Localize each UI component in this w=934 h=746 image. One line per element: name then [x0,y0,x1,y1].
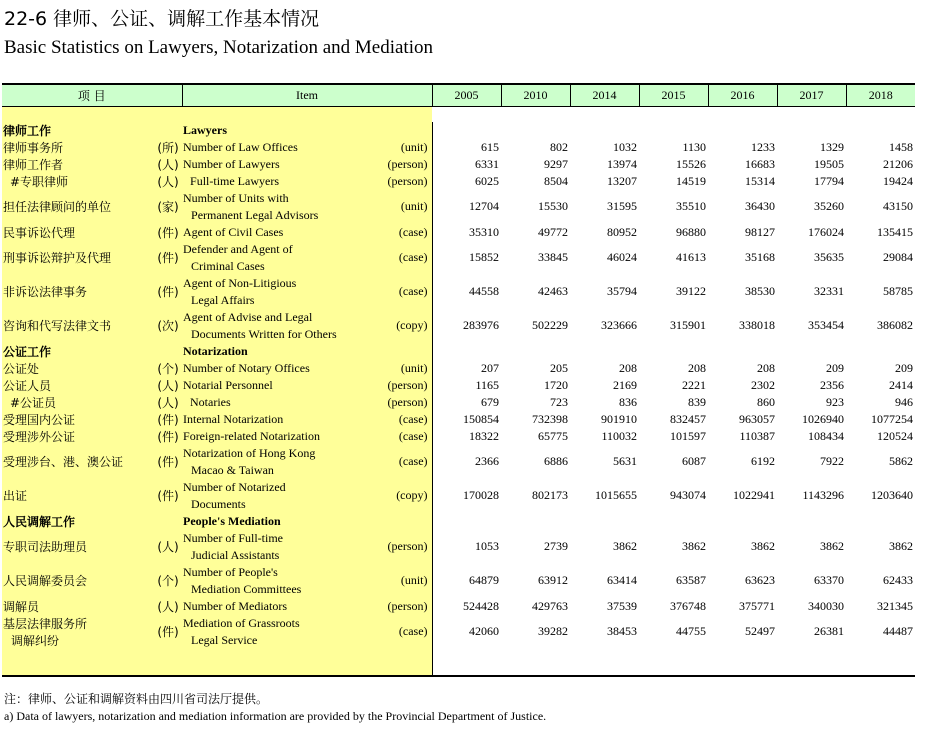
header-year: 2018 [846,84,915,106]
row-unit-cn: (件) [154,615,182,649]
value-cell: 1032 [613,139,638,154]
row-unit-en: (case) [384,275,432,309]
row-label-en [182,564,384,598]
row-label-en-line: Documents Written for Others [191,326,337,341]
value-cell: 31595 [607,199,638,213]
row-label-cn-line: 基层法律服务所 [3,616,88,631]
row-unit-en: (person) [384,377,432,394]
value-cell: 321345 [877,598,914,613]
value-cell: 37539 [607,598,638,613]
value-cell: 63370 [814,573,845,587]
value-cell: 1458 [889,139,914,154]
row-label-cn: 专职司法助理员 [2,530,154,564]
row-label-en-line: Criminal Cases [191,258,265,273]
value-cell: 42463 [538,284,569,298]
value-cell: 16683 [745,156,776,171]
row-unit-en: (case) [384,615,432,649]
table-row [2,377,915,394]
value-cell: 943074 [670,488,707,502]
section-header-row [2,513,915,530]
value-cell: 1130 [682,139,707,154]
row-label-cn: 受理国内公证 [2,411,154,428]
value-cell: 110387 [739,428,776,443]
end-cell [2,649,432,676]
value-cell: 946 [895,394,914,409]
value-cell: 44755 [676,624,707,638]
table-row [2,241,915,275]
value-cell: 2169 [613,377,638,392]
row-label-en-line: Number of Units with [183,190,289,205]
value-cell: 375771 [739,598,776,613]
value-cell: 44558 [469,284,500,298]
row-unit-cn: (件) [154,428,182,445]
value-cell: 15314 [745,173,776,188]
value-cell: 376748 [670,598,707,613]
row-unit-cn: (人) [154,377,182,394]
value-cell: 1143296 [802,488,845,502]
row-label-cn: 公证人员 [2,377,154,394]
value-cell: 38453 [607,624,638,638]
row-unit-cn: (件) [154,275,182,309]
value-cell: 802173 [532,488,569,502]
value-cell: 524428 [463,598,500,613]
value-cell: 836 [619,394,638,409]
row-label-en-line: Legal Affairs [191,292,255,307]
row-label-en [182,479,384,513]
row-label-cn [2,615,154,649]
row-unit-en: (case) [384,428,432,445]
row-label-en-line: Notaries [190,394,231,409]
row-label-cn: 出证 [2,479,154,513]
value-cell: 18322 [469,428,500,443]
value-cell: 315901 [670,318,707,332]
spacer-cell [2,106,432,122]
row-unit-en: (unit) [384,139,432,156]
row-label-cn: 调解员 [2,598,154,615]
table-row [2,564,915,598]
row-label-cn: 受理涉台、港、澳公证 [2,445,154,479]
row-label-en-line: Permanent Legal Advisors [191,207,319,222]
footnote-en: a) Data of lawyers, notarization and mediation information are provided by the Provincial Department of Justice. [4,709,547,723]
row-label-cn-line: 调解纠纷 [11,633,60,648]
value-cell: 6331 [475,156,500,171]
header-year: 2017 [777,84,846,106]
header-year: 2010 [501,84,570,106]
value-cell: 209 [826,360,845,375]
value-cell: 1233 [751,139,776,154]
value-cell: 7922 [820,454,845,468]
table-row [2,309,915,343]
value-cell: 6087 [682,454,707,468]
section-title-cn: 人民调解工作 [2,513,182,530]
header-year: 2016 [708,84,777,106]
value-cell: 170028 [463,488,500,502]
value-cell: 1329 [820,139,845,154]
row-label-en-line: Mediation Committees [191,581,302,596]
row-label-en [182,156,384,173]
value-cell: 63587 [676,573,707,587]
table-header [2,84,915,106]
row-label-en-line: Agent of Non-Litigious [183,275,297,290]
row-unit-cn: (件) [154,224,182,241]
row-label-en-line: Macao & Taiwan [191,462,274,477]
statistics-table [2,83,915,677]
row-label-en [182,428,384,445]
section-blank [432,343,915,360]
row-label-en-line: Number of Lawyers [183,156,280,171]
row-unit-en: (person) [384,156,432,173]
row-label-en-line: Agent of Civil Cases [183,224,284,239]
value-cell: 2221 [682,377,707,392]
row-label-en-line: Full-time Lawyers [190,173,279,188]
value-cell: 49772 [538,224,569,239]
row-unit-en: (case) [384,241,432,275]
value-cell: 353454 [808,318,845,332]
row-label-cn: 担任法律顾问的单位 [2,190,154,224]
row-unit-en: (copy) [384,309,432,343]
row-label-en [182,411,384,428]
value-cell: 832457 [670,411,707,426]
value-cell: 110032 [601,428,638,443]
row-unit-cn: (人) [154,530,182,564]
row-label-en-line: Mediation of Grassroots [183,615,300,630]
value-cell: 283976 [463,318,500,332]
section-title-cn: 公证工作 [2,343,182,360]
value-cell: 65775 [538,428,569,443]
value-cell: 615 [481,139,500,154]
value-cell: 502229 [532,318,569,332]
value-cell: 3862 [682,539,707,553]
row-label-cn: 受理涉外公证 [2,428,154,445]
row-label-en [182,309,384,343]
spacer-cell [432,106,915,122]
value-cell: 6886 [544,454,569,468]
row-label-en-line: Notarization of Hong Kong [183,445,316,460]
header-year: 2014 [570,84,639,106]
value-cell: 208 [757,360,776,375]
row-label-en-line: Documents [191,496,246,511]
value-cell: 62433 [883,573,914,587]
section-title-en: Lawyers [182,122,432,139]
table-body [2,106,915,676]
row-label-en-line: Number of People's [183,564,278,579]
row-label-cn: 人民调解委员会 [2,564,154,598]
value-cell: 21206 [883,156,914,171]
row-label-en [182,598,384,615]
value-cell: 43150 [883,199,914,213]
value-cell: 1022941 [733,488,776,502]
value-cell: 901910 [601,411,638,426]
section-blank [432,122,915,139]
value-cell: 208 [688,360,707,375]
value-cell: 39122 [676,284,707,298]
page-title-cn: 22-6 律师、公证、调解工作基本情况 [4,8,320,30]
section-title-en: People's Mediation [182,513,432,530]
row-unit-cn: (人) [154,598,182,615]
row-label-en [182,445,384,479]
value-cell: 80952 [607,224,638,239]
header-year: 2015 [639,84,708,106]
value-cell: 5862 [889,454,914,468]
value-cell: 732398 [532,411,569,426]
value-cell: 1165 [475,377,500,392]
value-cell: 63414 [607,573,638,587]
value-cell: 17794 [814,173,845,188]
value-cell: 29084 [883,250,914,264]
value-cell: 13974 [607,156,638,171]
section-blank [432,513,915,530]
value-cell: 52497 [745,624,776,638]
row-unit-cn: (次) [154,309,182,343]
page-title-en: Basic Statistics on Lawyers, Notarization and Mediation [4,37,433,58]
row-label-cn: 咨询和代写法律文书 [2,309,154,343]
row-label-cn: 律师事务所 [2,139,154,156]
value-cell: 1026940 [802,411,845,426]
table-end-row [2,649,915,676]
value-cell: 35635 [814,250,845,264]
table-row [2,598,915,615]
value-cell: 120524 [877,428,914,443]
row-label-en [182,394,384,411]
row-label-en-line: Notarial Personnel [183,377,273,392]
value-cell: 176024 [808,224,845,239]
value-cell: 323666 [601,318,638,332]
value-cell: 46024 [607,250,638,264]
row-label-en-line: Number of Notary Offices [183,360,310,375]
section-header-row [2,122,915,139]
row-label-cn: #公证员 [2,394,154,411]
value-cell: 963057 [739,411,776,426]
table-row [2,139,915,156]
value-cell: 1720 [544,377,569,392]
end-cell [432,649,915,676]
value-cell: 63623 [745,573,776,587]
value-cell: 205 [550,360,569,375]
value-cell: 429763 [532,598,569,613]
row-label-cn: 民事诉讼代理 [2,224,154,241]
value-cell: 340030 [808,598,845,613]
row-unit-cn: (件) [154,479,182,513]
value-cell: 923 [826,394,845,409]
value-cell: 5631 [613,454,638,468]
row-unit-cn: (人) [154,156,182,173]
value-cell: 19424 [883,173,914,188]
value-cell: 35260 [814,199,845,213]
section-title-cn: 律师工作 [2,122,182,139]
footnote-cn: 注：律师、公证和调解资料由四川省司法厅提供。 [4,692,269,706]
value-cell: 3862 [613,539,638,553]
table-row [2,428,915,445]
value-cell: 679 [481,394,500,409]
row-unit-cn: (人) [154,394,182,411]
row-label-cn: #专职律师 [2,173,154,190]
row-unit-cn: (件) [154,445,182,479]
row-label-en-line: Number of Full-time [183,530,283,545]
value-cell: 42060 [469,624,500,638]
value-cell: 6025 [475,173,500,188]
row-label-en [182,224,384,241]
value-cell: 26381 [814,624,845,638]
row-label-en-line: Internal Notarization [183,411,284,426]
value-cell: 35168 [745,250,776,264]
value-cell: 64879 [469,573,500,587]
value-cell: 32331 [814,284,845,298]
value-cell: 2366 [475,454,500,468]
row-label-en-line: Foreign-related Notarization [183,428,320,443]
value-cell: 1203640 [871,488,914,502]
row-label-cn: 律师工作者 [2,156,154,173]
table-row [2,445,915,479]
value-cell: 3862 [889,539,914,553]
value-cell: 108434 [808,428,845,443]
value-cell: 12704 [469,199,500,213]
table-row [2,275,915,309]
value-cell: 101597 [670,428,707,443]
value-cell: 15530 [538,199,569,213]
row-label-en-line: Number of Notarized [183,479,286,494]
value-cell: 1077254 [871,411,914,426]
value-cell: 15526 [676,156,707,171]
value-cell: 1015655 [595,488,638,502]
row-label-en-line: Number of Law Offices [183,139,298,154]
value-cell: 98127 [745,224,776,239]
row-unit-en: (unit) [384,360,432,377]
row-label-en-line: Legal Service [191,632,258,647]
spacer-row [2,106,915,122]
value-cell: 839 [688,394,707,409]
table-row [2,360,915,377]
row-label-en [182,377,384,394]
value-cell: 2356 [820,377,845,392]
row-label-en-line: Number of Mediators [183,598,287,613]
value-cell: 135415 [877,224,914,239]
value-cell: 3862 [820,539,845,553]
value-cell: 44487 [883,624,914,638]
row-label-en [182,190,384,224]
table-row [2,479,915,513]
row-unit-en: (person) [384,598,432,615]
value-cell: 35510 [676,199,707,213]
row-unit-cn: (件) [154,411,182,428]
row-unit-en: (person) [384,394,432,411]
value-cell: 860 [757,394,776,409]
value-cell: 38530 [745,284,776,298]
table-row [2,156,915,173]
row-unit-cn: (家) [154,190,182,224]
row-unit-en: (person) [384,173,432,190]
value-cell: 39282 [538,624,569,638]
value-cell: 58785 [883,284,914,298]
value-cell: 386082 [877,318,914,332]
value-cell: 15852 [469,250,500,264]
value-cell: 2739 [544,539,569,553]
value-cell: 207 [481,360,500,375]
row-label-en-line: Agent of Advise and Legal [183,309,313,324]
row-label-en [182,173,384,190]
row-label-cn: 公证处 [2,360,154,377]
value-cell: 150854 [463,411,500,426]
value-cell: 2302 [751,377,776,392]
value-cell: 338018 [739,318,776,332]
row-unit-cn: (个) [154,360,182,377]
header-item-en: Item [182,84,432,106]
value-cell: 209 [895,360,914,375]
value-cell: 19505 [814,156,845,171]
header-item-cn: 项 目 [2,84,182,106]
value-cell: 41613 [676,250,707,264]
section-title-en: Notarization [182,343,432,360]
table-row [2,190,915,224]
row-unit-en: (case) [384,224,432,241]
row-label-cn: 刑事诉讼辩护及代理 [2,241,154,275]
table-row [2,224,915,241]
row-unit-cn: (人) [154,173,182,190]
row-label-en-line: Judicial Assistants [191,547,280,562]
row-label-cn: 非诉讼法律事务 [2,275,154,309]
value-cell: 2414 [889,377,914,392]
value-cell: 1053 [475,539,500,553]
header-year: 2005 [432,84,501,106]
row-label-en [182,275,384,309]
row-label-en [182,139,384,156]
row-unit-cn: (件) [154,241,182,275]
value-cell: 6192 [751,454,776,468]
value-cell: 63912 [538,573,569,587]
row-unit-cn: (所) [154,139,182,156]
table-row [2,615,915,649]
row-unit-en: (person) [384,530,432,564]
table-row [2,411,915,428]
value-cell: 96880 [676,224,707,239]
row-label-en [182,241,384,275]
row-unit-en: (case) [384,411,432,428]
value-cell: 13207 [607,173,638,188]
value-cell: 802 [550,139,569,154]
table-row [2,530,915,564]
row-unit-en: (copy) [384,479,432,513]
section-header-row [2,343,915,360]
value-cell: 208 [619,360,638,375]
row-label-en-line: Defender and Agent of [183,241,293,256]
value-cell: 723 [550,394,569,409]
value-cell: 33845 [538,250,569,264]
row-unit-en: (unit) [384,190,432,224]
value-cell: 14519 [676,173,707,188]
value-cell: 35794 [607,284,638,298]
row-label-en [182,615,384,649]
row-unit-cn: (个) [154,564,182,598]
value-cell: 3862 [751,539,776,553]
row-label-en [182,530,384,564]
row-label-en [182,360,384,377]
table-row [2,173,915,190]
value-cell: 8504 [544,173,569,188]
row-unit-en: (case) [384,445,432,479]
value-cell: 36430 [745,199,776,213]
row-unit-en: (unit) [384,564,432,598]
value-cell: 35310 [469,224,500,239]
value-cell: 9297 [544,156,569,171]
table-row [2,394,915,411]
